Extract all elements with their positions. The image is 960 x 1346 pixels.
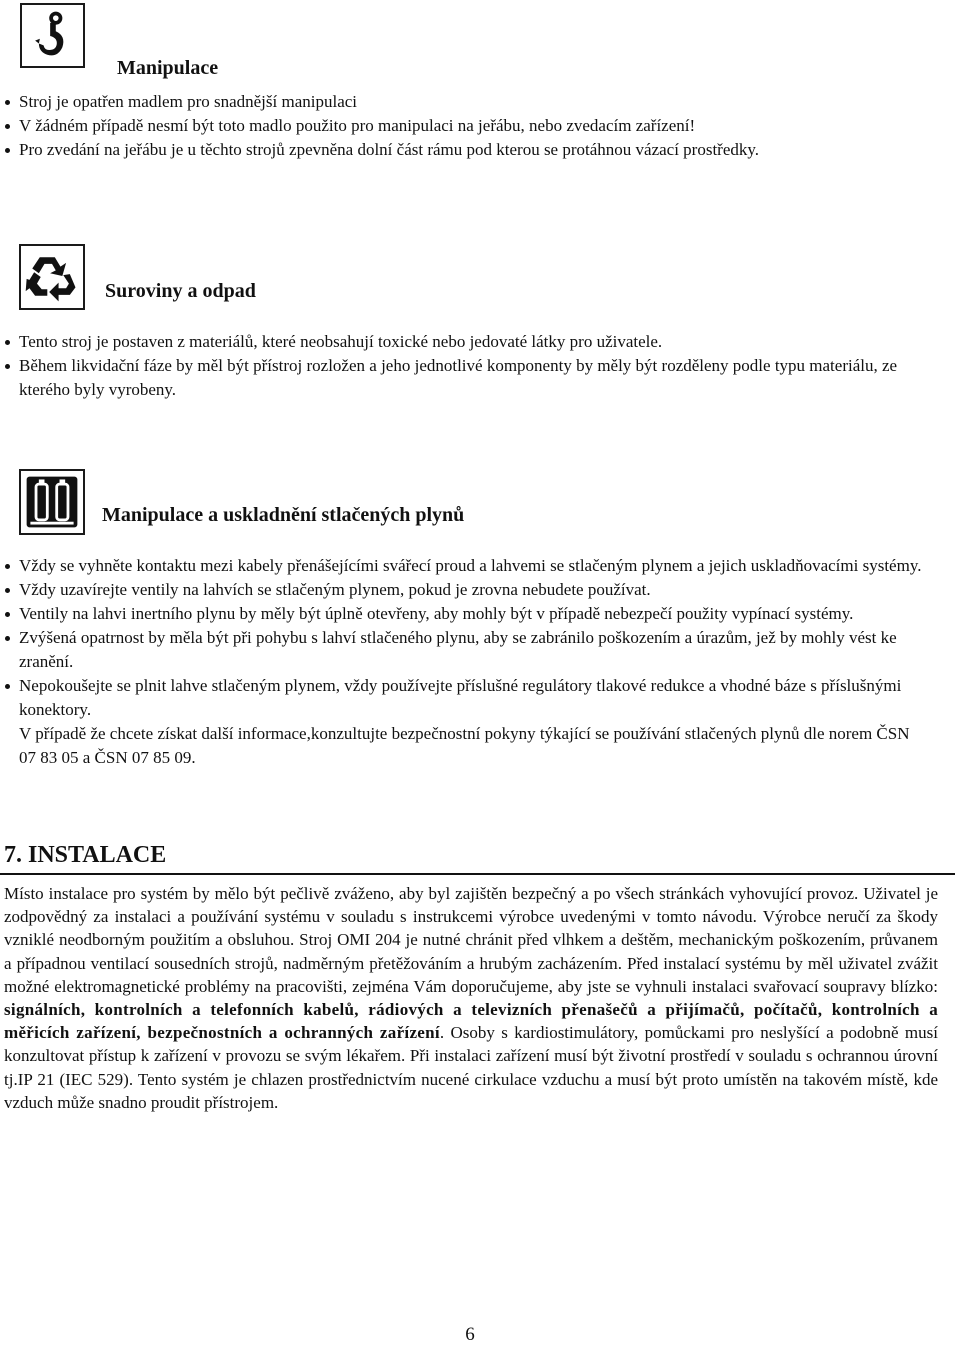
plyny-list xyxy=(0,554,930,770)
instalace-paragraph xyxy=(4,882,938,1114)
suroviny-list xyxy=(0,330,930,402)
page-number: 6 xyxy=(465,1324,475,1345)
list-item: Stroj je opatřen madlem pro snadnější manipulaci xyxy=(0,90,930,114)
section-heading-manipulace: Manipulace xyxy=(117,57,219,79)
list-item: Zvýšená opatrnost by měla být při pohybu s lahví stlačeného plynu, aby se zabránilo poškozením a úrazům, jež by mohly vést ke zranění. xyxy=(0,626,930,674)
list-item: Tento stroj je postaven z materiálů, které neobsahují toxické nebo jedovaté látky pro uživatele. xyxy=(0,330,930,354)
gas-cylinders-icon xyxy=(19,469,85,535)
hook-icon xyxy=(20,3,85,68)
list-item: Vždy se vyhněte kontaktu mezi kabely přenášejícími svářecí proud a lahvemi se stlačeným plynem a jejich uskladňovacími systémy. xyxy=(0,554,930,578)
instalace-text-1: Místo instalace pro systém by mělo být pečlivě zváženo, aby byl zajištěn bezpečný a po všech stránkách vyhovující provoz. Uživatel je zodpovědný za instalaci a používání systému v souladu s instrukcemi výrobce uvedenými v tomto návodu. Výrobce neručí za škody vzniklé neodborným použitím a obsluhou. Stroj OMI 204 je nutné chránit před vlhkem a deštěm, mechanickým poškozením, průvanem a případnou ventilací sousedních strojů, nadměrným přetěžováním a hrubým zacházením. Před instalací systému by měl uživatel zvážit možné elektromagnetické problémy na pracovišti, zejména Vám doporučujeme, aby jste se vyhnuli instalaci svařovací soupravy blízko: xyxy=(4,884,938,996)
plyny-note: V případě že chcete získat další informace,konzultujte bezpečnostní pokyny týkající se používání stlačených plynů dle norem ČSN 07 83 05 a ČSN 07 85 09. xyxy=(19,724,910,767)
list-item: Vždy uzavírejte ventily na lahvích se stlačeným plynem, pokud je zrovna nebudete používat. xyxy=(0,578,930,602)
instalace-bold-list: signálních, kontrolních a telefonních kabelů, rádiových a televizních přenašečů a přijímačů, počítačů, kontrolních a měřicích zařízení, bezpečnostních a ochranných zařízení xyxy=(4,1000,938,1043)
list-item: V žádném případě nesmí být toto madlo použito pro manipulaci na jeřábu, nebo zvedacím zařízení! xyxy=(0,114,930,138)
list-item: Během likvidační fáze by měl být přístroj rozložen a jeho jednotlivé komponenty by měly být rozděleny podle typu materiálu, ze kterého byly vyrobeny. xyxy=(0,354,930,402)
instalace-text-2: . Osoby s kardiostimulátory, pomůckami pro neslyšící a podobně musí konzultovat přístup k zařízení v provozu se svým lékařem. Při instalaci zařízení musí být životní prostředí v souladu s ochrannou úrovní tj.IP 21 (IEC 529). Tento systém je chlazen prostřednictvím nucené cirkulace vzduchu a musí být proto umístěn na takovém místě, kde vzduch může snadno proudit přístrojem. xyxy=(4,1023,938,1112)
list-item: Nepokoušejte se plnit lahve stlačeným plynem, vždy používejte příslušné regulátory tlakové redukce a vhodné báze s příslušnými konektory. xyxy=(0,674,930,722)
list-item: Ventily na lahvi inertního plynu by měly být úplně otevřeny, aby mohly být v případě nebezpečí použity vypínací systémy. xyxy=(0,602,930,626)
recycle-icon xyxy=(19,244,85,310)
section-divider xyxy=(0,873,955,875)
manipulace-list xyxy=(0,90,930,162)
section-heading-plyny: Manipulace a uskladnění stlačených plynů xyxy=(102,504,465,526)
section-heading-suroviny: Suroviny a odpad xyxy=(105,280,256,302)
section-title-instalace: 7. INSTALACE xyxy=(4,842,167,868)
list-item: Pro zvedání na jeřábu je u těchto strojů zpevněna dolní část rámu pod kterou se protáhnou vázací prostředky. xyxy=(0,138,930,162)
